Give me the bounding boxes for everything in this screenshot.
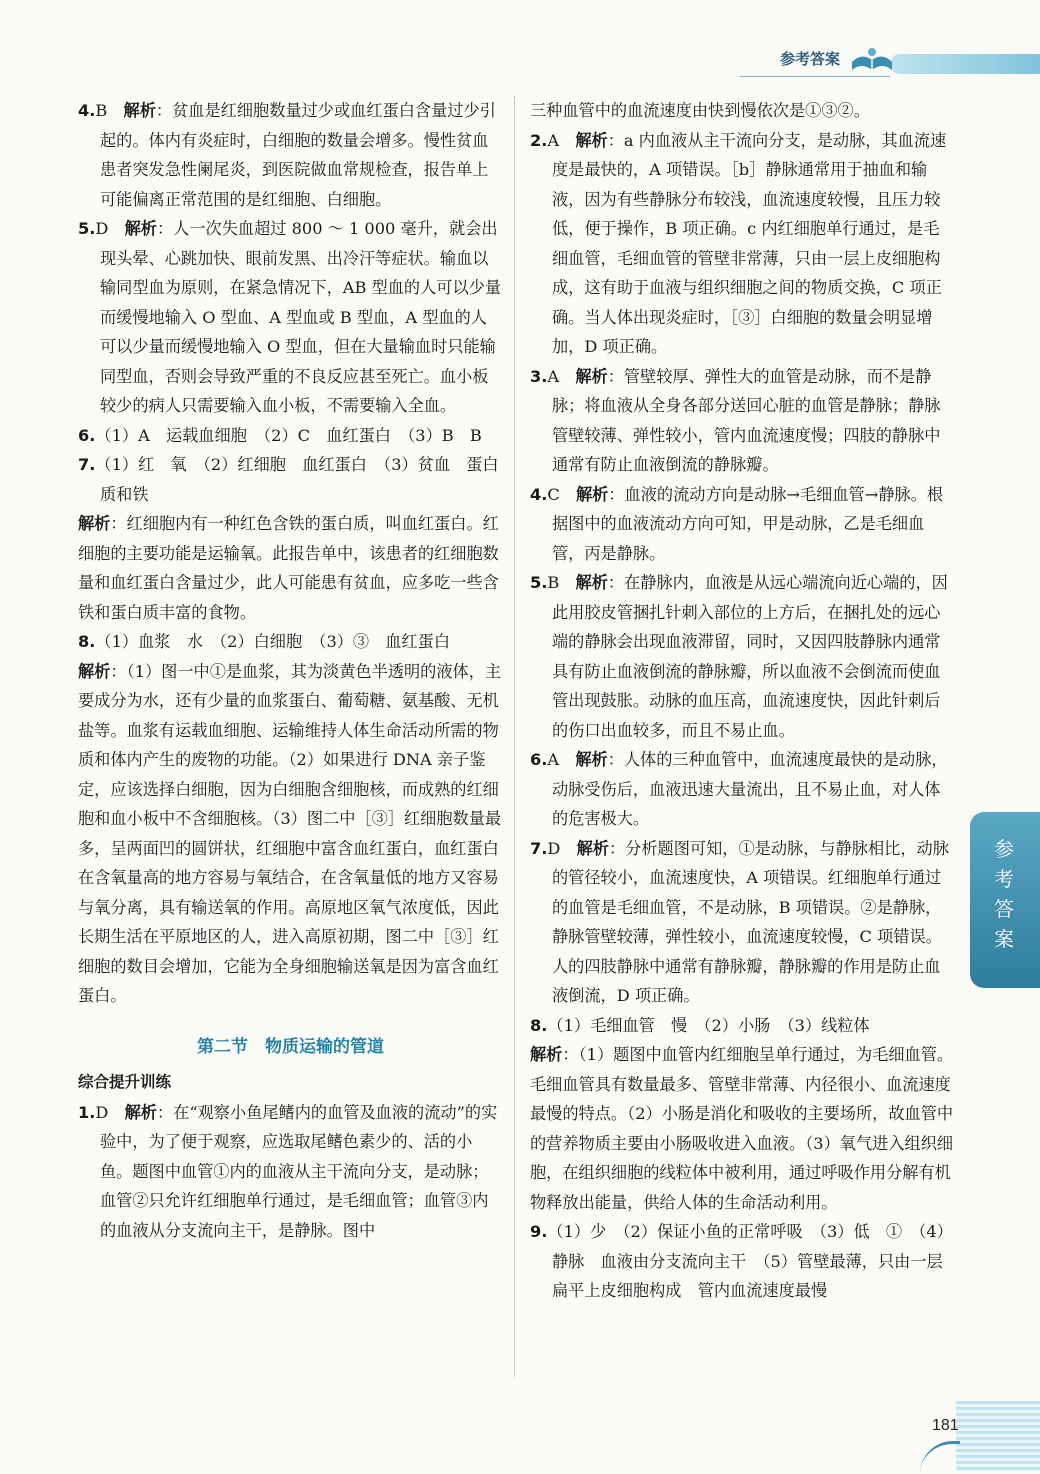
footer-swoosh (920, 1441, 960, 1474)
page-header (740, 40, 1040, 86)
answer-item: 5.B 解析：在静脉内，血液是从远心端流向近心端的，因此用胶皮管捆扎针刺入部位的上方后，在捆扎处的远心端的静脉会出现血液滞留，同时，又因四肢静脉内通常具有防止血液倒流的静脉瓣，所以血液不会倒流而使血管出现鼓胀。动脉的血压高，血流速度快，因此针刺后的伤口出血较多，而且不易止血。 (530, 573, 948, 740)
continued-text: 三种血管中的血流速度由快到慢依次是①③②。 (530, 101, 870, 120)
page-footer (920, 1401, 1040, 1471)
left-column (78, 96, 503, 1245)
answer-item: 3.A 解析：管壁较厚、弹性大的血管是动脉，而不是静脉；将血液从全身各部分送回心脏的血管是静脉；静脉管壁较薄、弹性较小，管内血流速度慢；四肢的静脉中通常有防止血液倒流的静脉瓣。 (530, 366, 941, 474)
header-title: 参考答案 (780, 50, 841, 68)
answer-item: 6.（1）A 运载血细胞 （2）C 血红蛋白 （3）B B (78, 425, 482, 445)
book-logo-icon (850, 44, 894, 78)
answer-item: 2.A 解析：a 内血液从主干流向分支，是动脉，其血流速度是最快的，A 项错误。［b］静脉通常用于抽血和输液，因为有些静脉分布较浅，血流速度较慢，且压力较低，便于操作，B 项正确。c 内红细胞单行通过，是毛细血管，毛细血管的管壁非常薄，只由一层上皮细胞构成，这有助于血液与组织细胞之间的物质交换，C 项正确。当人体出现炎症时，［③］白细胞的数量会明显增加，D 项正确。 (530, 130, 947, 356)
answer-item: 4.C 解析：血液的流动方向是动脉→毛细血管→静脉。根据图中的血液流动方向可知，甲是动脉，乙是毛细血管，丙是静脉。 (530, 484, 944, 563)
answer-item: 7.D 解析：分析题图可知，①是动脉，与静脉相比，动脉的管径较小，血流速度快，A 项错误。红细胞单行通过的血管是毛细血管，不是动脉，B 项错误。②是静脉，静脉管壁较薄，弹性较小，血流速度较慢，C 项错误。人的四肢静脉中通常有静脉瓣，静脉瓣的作用是防止血液倒流，D 项正确。 (530, 838, 949, 1005)
answer-item: 8.（1）血浆 水 （2）白细胞 （3）③ 血红蛋白 (78, 632, 451, 651)
answer-item: 9.（1）少 （2）保证小鱼的正常呼吸 （3）低 ① （4）静脉 血液由分支流向主干 （5）管壁最薄，只由一层扁平上皮细胞构成 管内血流速度最慢 (530, 1222, 953, 1300)
subsection-title: 综合提升训练 (78, 1073, 172, 1091)
answer-item: 4.B 解析：贫血是红细胞数量过少或血红蛋白含量过少引起的。体内有炎症时，白细胞的数量会增多。慢性贫血患者突发急性阑尾炎，到医院做血常规检查，报告单上可能偏离正常范围的是红细胞、白细胞。 (78, 101, 496, 209)
section-title: 第二节 物质运输的管道 (197, 1036, 384, 1057)
answer-item: 1.D 解析：在“观察小鱼尾鳍内的血管及血液的流动”的实验中，为了便于观察，应选取尾鳍色素少的、活的小鱼。题图中血管①内的血液从主干流向分支，是动脉；血管②只允许红细胞单行通过，是毛细血管；血管③内的血液从分支流向主干，是静脉。图中 (78, 1102, 498, 1240)
answer-item: 6.A 解析：人体的三种血管中，血流速度最快的是动脉，动脉受伤后，血液迅速大量流出，且不易止血，对人体的危害极大。 (530, 750, 948, 828)
header-band (890, 54, 1040, 74)
explanation: 解析：（1）题图中血管内红细胞呈单行通过，为毛细血管。毛细血管具有数量最多、管壁非常薄、内径很小、血流速度最慢的特点。（2）小肠是消化和吸收的主要场所，故血管中的营养物质主要由小肠吸收进入血液。（3）氧气进入组织细胞，在组织细胞的线粒体中被利用，通过呼吸作用分解有机物释放出能量，供给人体的生命活动利用。 (530, 1045, 954, 1212)
explanation: 解析：（1）图一中①是血浆，其为淡黄色半透明的液体，主要成分为水，还有少量的血浆蛋白、葡萄糖、氨基酸、无机盐等。血浆有运载血细胞、运输维持人体生命活动所需的物质和体内产生的废物的功能。（2）如果进行 DNA 亲子鉴定，应该选择白细胞，因为白细胞含细胞核，而成熟的红细胞和血小板中不含细胞核。（3）图二中［③］红细胞数量最多，呈两面凹的圆饼状，红细胞中富含血红蛋白，血红蛋白在含氧量高的地方容易与氧结合，在含氧量低的地方又容易与氧分离，具有输送氧的作用。高原地区氧气浓度低，因此长期生活在平原地区的人，进入高原初期，图二中［③］红细胞的数目会增加，它能为全身细胞输送氧是因为富含血红蛋白。 (78, 661, 502, 1005)
footer-stripes (956, 1401, 1040, 1471)
right-column (530, 96, 955, 1306)
answer-item: 5.D 解析：人一次失血超过 800 ～ 1 000 毫升，就会出现头晕、心跳加快、眼前发黑、出冷汗等症状。输血以输同型血为原则，在紧急情况下，AB 型血的人可以少量而缓慢地输入 O 型血、A 型血或 B 型血，A 型血的人可以少量而缓慢地输入 O 型血，但在大量输血时只能输同型血，否则会导致严重的不良反应甚至死亡。血小板较少的病人只需要输入血小板，不需要输入全血。 (78, 219, 502, 415)
answer-item: 8.（1）毛细血管 慢 （2）小肠 （3）线粒体 (530, 1015, 870, 1035)
page-number: 181 (932, 1417, 959, 1434)
answer-item: 7.（1）红 氧 （2）红细胞 血红蛋白 （3）贫血 蛋白质和铁 (78, 455, 499, 504)
explanation: 解析：红细胞内有一种红色含铁的蛋白质，叫血红蛋白。红细胞的主要功能是运输氧。此报告单中，该患者的红细胞数量和血红蛋白含量过少，此人可能患有贫血，应多吃一些含铁和蛋白质丰富的食物。 (78, 514, 499, 622)
side-tab-label: 参考答案 (994, 837, 1014, 951)
column-divider (514, 96, 515, 1378)
side-tab (970, 812, 1040, 988)
